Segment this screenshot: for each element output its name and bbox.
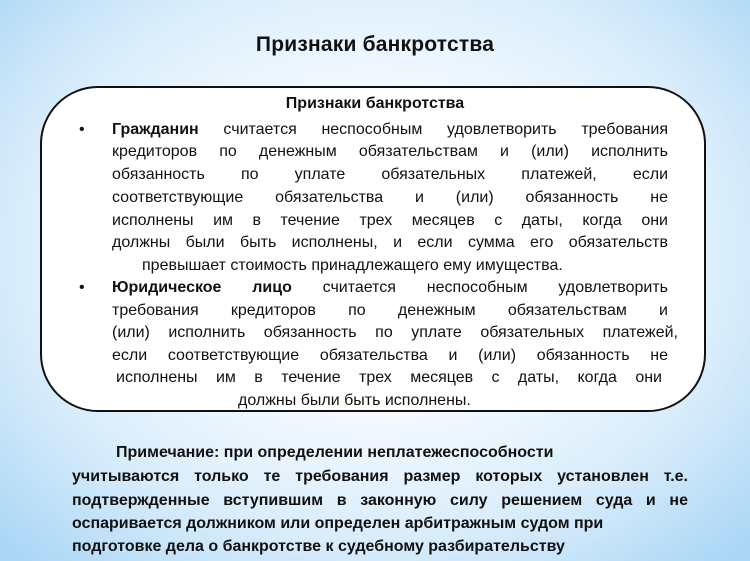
box-title: Признаки банкротства (285, 95, 465, 112)
legal-entity-line-1 (112, 277, 668, 299)
citizen-text: считается неспособным удовлетворить требования (198, 121, 668, 138)
note-text: : при определении неплатежеспособности (214, 444, 554, 461)
note-line-3: подтвержденные вступившим в законную силу решением суда и не (72, 492, 688, 509)
slide-title: Признаки банкротства (255, 33, 495, 56)
citizen-line-1 (112, 119, 668, 141)
citizen-line-6: должны были быть исполнены, и если сумма его обязательств (112, 234, 668, 251)
citizen-line-3: обязанность по уплате обязательных платежей, если (112, 166, 668, 183)
note-line-5: подготовке дела о банкротстве к судебному разбирательству (72, 538, 565, 555)
legal-entity-line-6: должны были быть исполнены. (238, 392, 471, 409)
bullet-marker: • (79, 279, 85, 296)
bullet-marker: • (79, 121, 85, 138)
citizen-line-4: соответствующие обязательства и (или) обязанность не (112, 189, 668, 206)
legal-entity-line-2: требования кредиторов по денежным обязательствам и (112, 302, 668, 319)
citizen-line-2: кредиторов по денежным обязательствам и (или) исполнить (112, 143, 668, 160)
legal-entity-line-4: если соответствующие обязательства и (или) обязанность не (112, 347, 668, 364)
note-line-1 (116, 441, 553, 465)
legal-entity-term: Юридическое лицо (112, 279, 292, 296)
citizen-line-7: превышает стоимость принадлежащего ему имущества. (142, 257, 563, 274)
note-line-2: учитываются только те требования размер которых установлен т.е. (72, 468, 688, 485)
legal-entity-line-5: исполнены им в течение трех месяцев с даты, когда они (116, 369, 662, 386)
legal-entity-text: считается неспособным удовлетворить (291, 279, 668, 296)
citizen-line-5: исполнены им в течение трех месяцев с даты, когда они (112, 212, 668, 229)
note-label: Примечание (116, 444, 215, 461)
note-line-4: оспаривается должником или определен арбитражным судом при (72, 515, 604, 532)
citizen-term: Гражданин (112, 121, 199, 138)
legal-entity-line-3: (или) исполнить обязанность по уплате обязательных платежей, (112, 324, 678, 341)
